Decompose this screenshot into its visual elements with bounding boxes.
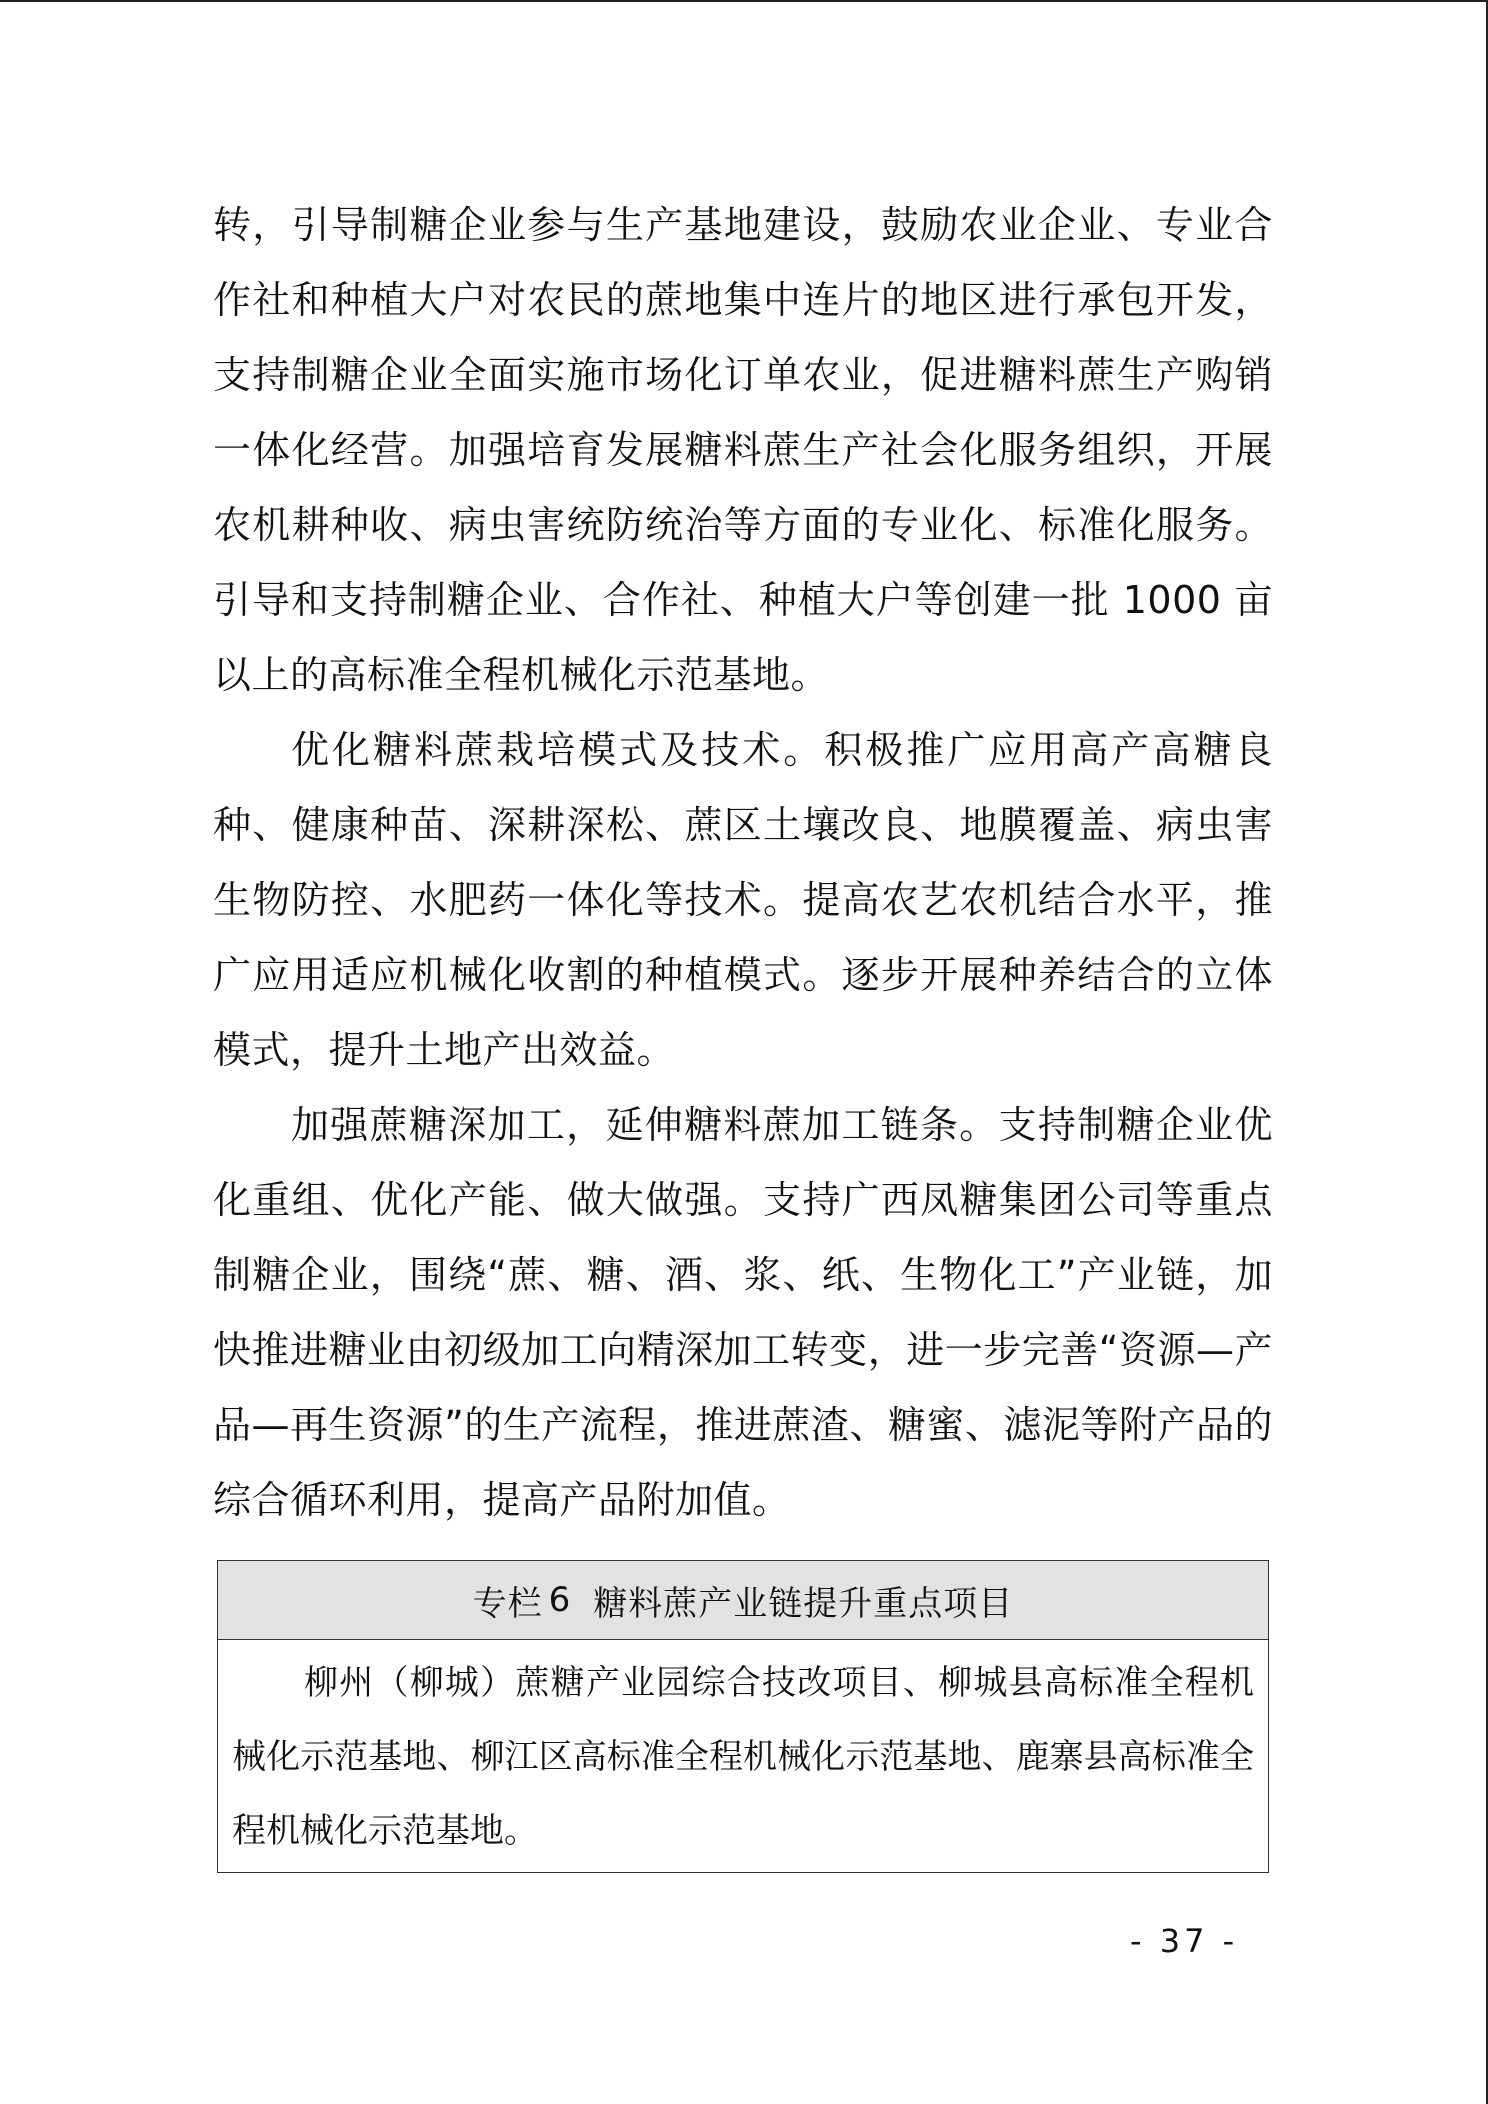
- paragraph-continued: 转，引导制糖企业参与生产基地建设，鼓励农业企业、专业合作社和种植大户对农民的蔗地集中连片的地区进行承包开发，支持制糖企业全面实施市场化订单农业，促进糖料蔗生产购销一体化经营。加强培育发展糖料蔗生产社会化服务组织，开展农机耕种收、病虫害统防统治等方面的专业化、标准化服务。引导和支持制糖企业、合作社、种植大户等创建一批 1000 亩以上的高标准全程机械化示范基地。: [213, 203, 1273, 697]
- document-body: [213, 188, 1273, 1873]
- column-box-body: 柳州（柳城）蔗糖产业园综合技改项目、柳城县高标准全程机械化示范基地、柳江区高标准全程机械化示范基地、鹿寨县高标准全程机械化示范基地。: [232, 1663, 1254, 1851]
- page-number: - 37 -: [1130, 1922, 1239, 1960]
- column-box-label: 专栏: [472, 1583, 543, 1624]
- page-top-border: [0, 0, 1488, 2]
- column-box-number: 6: [548, 1580, 572, 1620]
- feature-column-box: [217, 1560, 1269, 1873]
- column-box-title: 糖料蔗产业链提升重点项目: [593, 1583, 1014, 1624]
- paragraph-cultivation-techniques: 优化糖料蔗栽培模式及技术。积极推广应用高产高糖良种、健康种苗、深耕深松、蔗区土壤改良、地膜覆盖、病虫害生物防控、水肥药一体化等技术。提高农艺农机结合水平，推广应用适应机械化收割的种植模式。逐步开展种养结合的立体模式，提升土地产出效益。: [213, 728, 1273, 1072]
- paragraph-deep-processing: 加强蔗糖深加工，延伸糖料蔗加工链条。支持制糖企业优化重组、优化产能、做大做强。支持广西凤糖集团公司等重点制糖企业，围绕“蔗、糖、酒、浆、纸、生物化工”产业链，加快推进糖业由初级加工向精深加工转变，进一步完善“资源—产品—再生资源”的生产流程，推进蔗渣、糖蜜、滤泥等附产品的综合循环利用，提高产品附加值。: [213, 1103, 1273, 1522]
- column-box-header: [218, 1561, 1268, 1640]
